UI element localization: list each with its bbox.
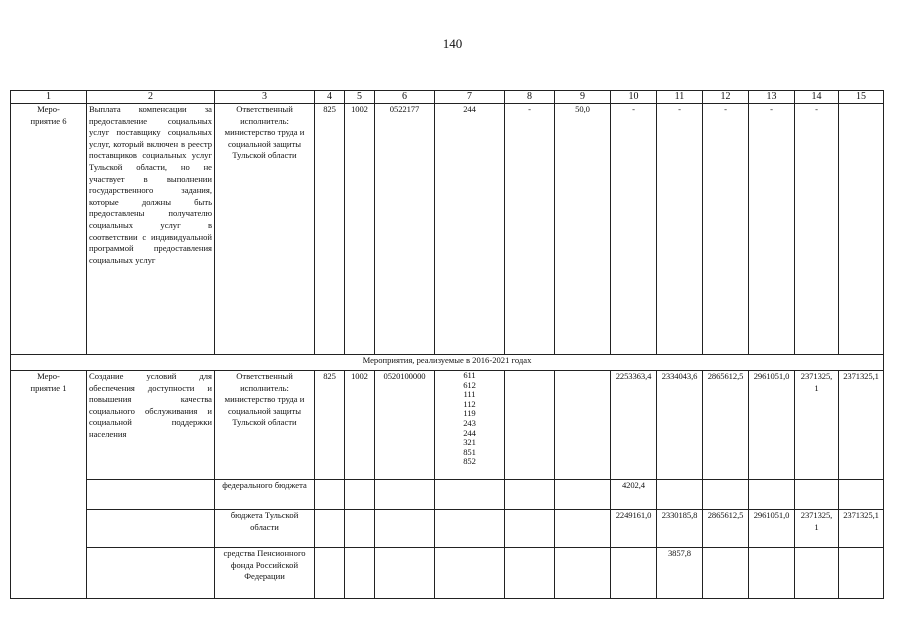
col-header: 4 [315, 91, 345, 104]
cell-c6 [375, 548, 435, 599]
cell-c14 [795, 480, 839, 510]
measure-name-blank [87, 510, 215, 548]
cell-c12 [703, 548, 749, 599]
cell-c4 [315, 510, 345, 548]
cell-c11: 2330185,8 [657, 510, 703, 548]
cell-c12: - [703, 104, 749, 355]
cell-c10: 4202,4 [611, 480, 657, 510]
table-row-measure-1 [11, 371, 884, 480]
cell-c14 [795, 548, 839, 599]
cell-c9 [555, 371, 611, 480]
measure-name: Создание условий для обеспечения доступности и повышения качества социального обслуживания и социальной поддержки населения [87, 371, 215, 480]
section-row [11, 355, 884, 371]
section-title: Мероприятия, реализуемые в 2016-2021 годах [11, 355, 884, 371]
cell-c4: 825 [315, 371, 345, 480]
cell-c10: 2249161,0 [611, 510, 657, 548]
cell-c7: 244 [435, 104, 505, 355]
cell-c6 [375, 510, 435, 548]
col-header: 12 [703, 91, 749, 104]
col-header: 5 [345, 91, 375, 104]
cell-c15 [839, 548, 884, 599]
cell-c9 [555, 510, 611, 548]
col-header: 8 [505, 91, 555, 104]
col-header: 6 [375, 91, 435, 104]
cell-c4 [315, 480, 345, 510]
responsible-executor: Ответственный исполнитель: министерство труда и социальной защиты Тульской области [215, 371, 315, 480]
row-label-line: приятие 1 [30, 382, 67, 393]
col-header: 13 [749, 91, 795, 104]
cell-c15 [839, 104, 884, 355]
cell-c6 [375, 480, 435, 510]
table-row-measure-6 [11, 104, 884, 355]
cell-c8 [505, 371, 555, 480]
cell-c6: 0520100000 [375, 371, 435, 480]
cell-c12: 2865612,5 [703, 510, 749, 548]
col-header: 10 [611, 91, 657, 104]
col-header: 14 [795, 91, 839, 104]
cell-c7 [435, 510, 505, 548]
cell-c5: 1002 [345, 104, 375, 355]
cell-c4 [315, 548, 345, 599]
col-header: 11 [657, 91, 703, 104]
cell-c14: 2371325, 1 [795, 371, 839, 480]
cell-c8 [505, 510, 555, 548]
row-label-line: приятие 6 [30, 115, 67, 126]
cell-c8: - [505, 104, 555, 355]
cell-c7: 611 612 111 112 119 243 244 321 851 852 [435, 371, 505, 480]
cell-c15: 2371325,1 [839, 371, 884, 480]
col-header: 1 [11, 91, 87, 104]
cell-c13: 2961051,0 [749, 371, 795, 480]
row-label-measure-1 [11, 371, 87, 599]
measure-name-blank [87, 548, 215, 599]
table-row-source [11, 480, 884, 510]
cell-c7 [435, 548, 505, 599]
funding-source: средства Пенсионного фонда Российской Федерации [215, 548, 315, 599]
program-table [10, 90, 884, 599]
cell-c9: 50,0 [555, 104, 611, 355]
measure-name-blank [87, 480, 215, 510]
cell-c10: - [611, 104, 657, 355]
cell-c15 [839, 480, 884, 510]
cell-c8 [505, 480, 555, 510]
cell-c12: 2865612,5 [703, 371, 749, 480]
cell-c10 [611, 548, 657, 599]
cell-c8 [505, 548, 555, 599]
funding-source: бюджета Тульской области [215, 510, 315, 548]
cell-c5 [345, 548, 375, 599]
row-label-line: Меро- [37, 371, 60, 381]
page-number: 140 [442, 36, 463, 51]
responsible-executor: Ответственный исполнитель: министерство труда и социальной защиты Тульской области [215, 104, 315, 355]
cell-c13 [749, 480, 795, 510]
table-row-source [11, 510, 884, 548]
cell-c5 [345, 510, 375, 548]
measure-name: Выплата компенсации за предоставление социальных услуг поставщику социальных услуг, который включен в реестр поставщиков социальных услуг Тульской области, но не участвует в выполнении государственного задания, которые должны быть предоставлены получателю социальных услуг в соответствии с индивидуальной программой предоставления социальных услуг [87, 104, 215, 355]
funding-source: федерального бюджета [215, 480, 315, 510]
header-row [11, 91, 884, 104]
cell-c14: 2371325, 1 [795, 510, 839, 548]
col-header: 3 [215, 91, 315, 104]
cell-c11 [657, 480, 703, 510]
cell-c11: 2334043,6 [657, 371, 703, 480]
table-row-source [11, 548, 884, 599]
cell-c13: 2961051,0 [749, 510, 795, 548]
cell-c5: 1002 [345, 371, 375, 480]
col-header: 15 [839, 91, 884, 104]
row-label-measure-6 [11, 104, 87, 355]
row-label-line: Меро- [37, 104, 60, 114]
cell-c13 [749, 548, 795, 599]
col-header: 9 [555, 91, 611, 104]
cell-c12 [703, 480, 749, 510]
cell-c11: 3857,8 [657, 548, 703, 599]
cell-c6: 0522177 [375, 104, 435, 355]
cell-c4: 825 [315, 104, 345, 355]
cell-c13: - [749, 104, 795, 355]
col-header: 7 [435, 91, 505, 104]
col-header: 2 [87, 91, 215, 104]
cell-c7 [435, 480, 505, 510]
cell-c14: - [795, 104, 839, 355]
cell-c11: - [657, 104, 703, 355]
cell-c9 [555, 480, 611, 510]
cell-c9 [555, 548, 611, 599]
cell-c15: 2371325,1 [839, 510, 884, 548]
cell-c10: 2253363,4 [611, 371, 657, 480]
cell-c5 [345, 480, 375, 510]
